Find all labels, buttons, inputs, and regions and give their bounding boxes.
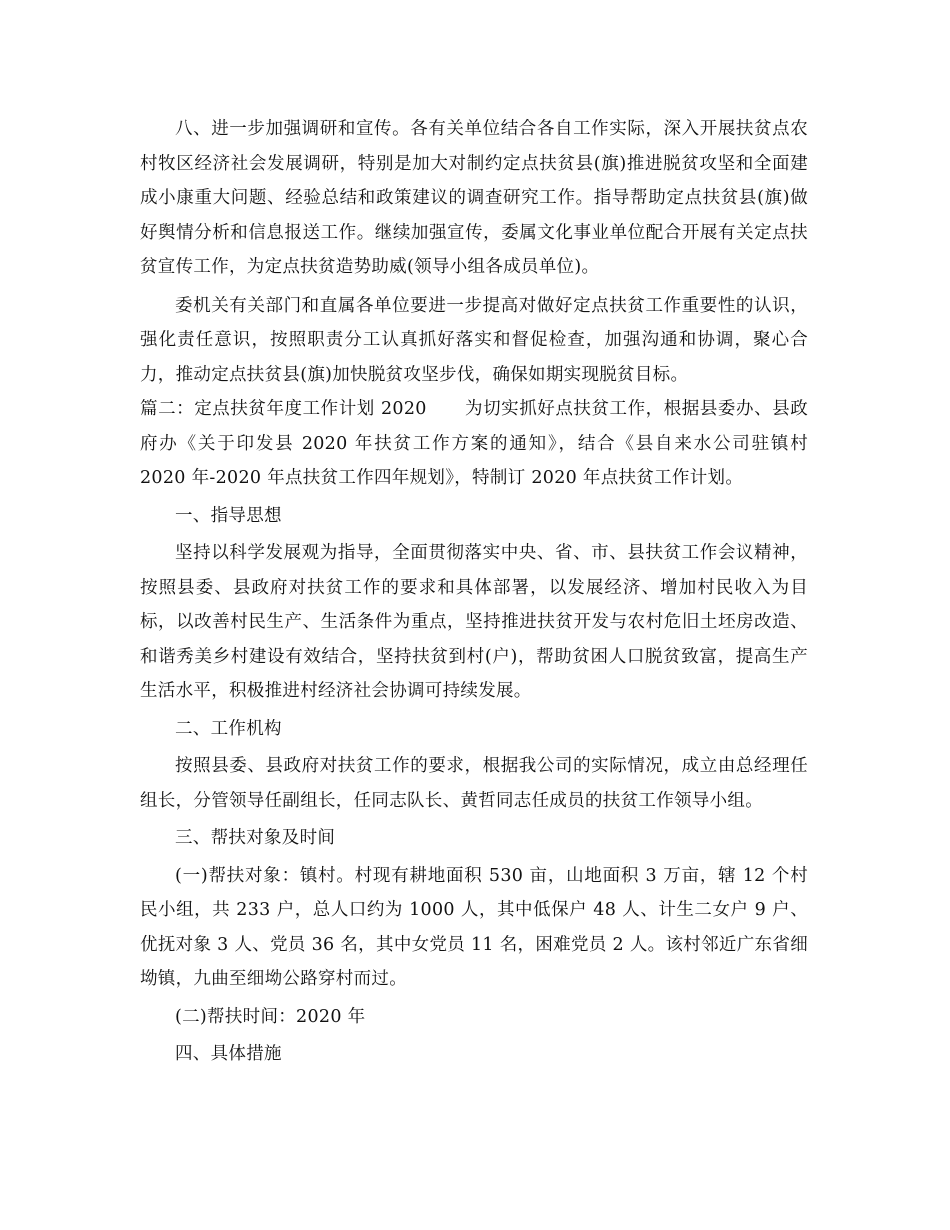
paragraph-research-publicity: 八、进一步加强调研和宣传。各有关单位结合各自工作实际，深入开展扶贫点农村牧区经济社会发展调研，特别是加大对制约定点扶贫县(旗)推进脱贫攻坚和全面建成小康重大问题、经验总结和政策建议的调查研究工作。指导帮助定点扶贫县(旗)做好舆情分析和信息报送工作。继续加强宣传，委属文化事业单位配合开展有关定点扶贫宣传工作，为定点扶贫造势助威(领导小组各成员单位)。 [140, 119, 808, 277]
paragraph-support-time: (二)帮扶时间：2020 年 [175, 1006, 366, 1027]
heading-work-organization: 二、工作机构 [175, 718, 282, 739]
paragraph-responsibility: 委机关有关部门和直属各单位要进一步提高对做好定点扶贫工作重要性的认识，强化责任意识，按照职责分工认真抓好落实和督促检查，加强沟通和协调，聚心合力，推动定点扶贫县(旗)加快脱贫攻坚步伐，确保如期实现脱贫目标。 [140, 295, 808, 385]
paragraph-work-organization: 按照县委、县政府对扶贫工作的要求，根据我公司的实际情况，成立由总经理任组长，分管领导任副组长，任同志队长、黄哲同志任成员的扶贫工作领导小组。 [140, 756, 808, 811]
heading-guiding-ideology: 一、指导思想 [175, 505, 282, 526]
document-body [140, 112, 808, 1072]
heading-targets-and-time: 三、帮扶对象及时间 [175, 828, 336, 848]
heading-specific-measures: 四、具体措施 [175, 1044, 282, 1064]
section2-intro: 为切实抓好点扶贫工作，根据县委办、县政府办《关于印发县 2020 年扶贫工作方案的通知》，结合《县自来水公司驻镇村 2020 年-2020 年点扶贫工作四年规划》，特制订 2020 年点扶贫工作计划。 [140, 399, 808, 488]
section2-header [140, 392, 808, 496]
paragraph-guiding-ideology: 坚持以科学发展观为指导，全面贯彻落实中央、省、市、县扶贫工作会议精神，按照县委、县政府对扶贫工作的要求和具体部署，以发展经济、增加村民收入为目标，以改善村民生产、生活条件为重点，坚持推进扶贫开发与农村危旧土坯房改造、和谐秀美乡村建设有效结合，坚持扶贫到村(户)，帮助贫困人口脱贫致富，提高生产生活水平，积极推进村经济社会协调可持续发展。 [140, 543, 808, 701]
paragraph-support-target: (一)帮扶对象：镇村。村现有耕地面积 530 亩，山地面积 3 万亩，辖 12 个村民小组，共 233 户，总人口约为 1000 人，其中低保户 48 人、计生二女户 9 户、优抚对象 3 人、党员 36 名，其中女党员 11 名，困难党员 2 人。该村邻近广东省细坳镇，九曲至细坳公路穿村而过。 [140, 865, 808, 989]
section2-title: 篇二：定点扶贫年度工作计划 2020 [140, 399, 427, 419]
